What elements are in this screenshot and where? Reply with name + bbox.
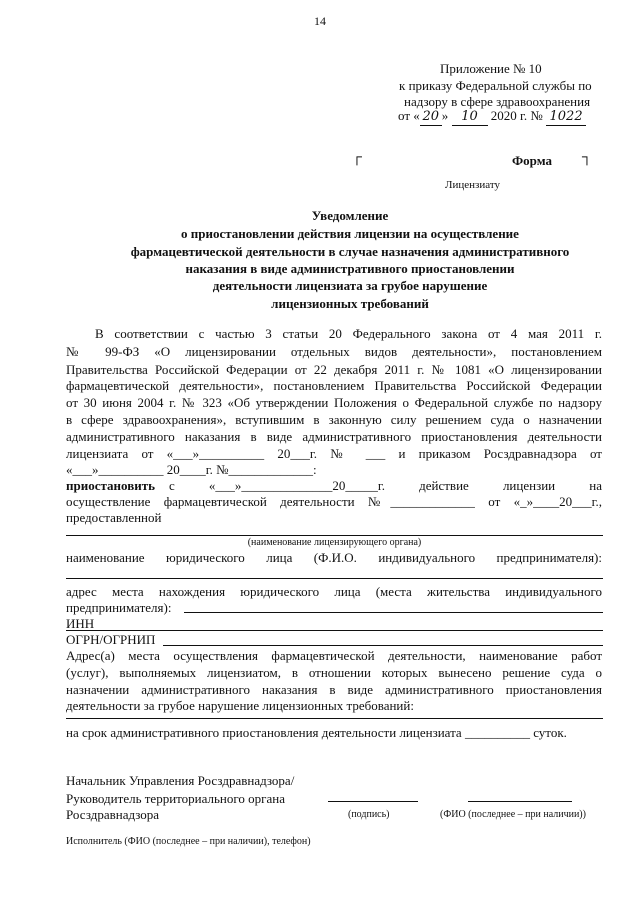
work-address-3: назначении административного наказания в виде административного приостановления (66, 682, 602, 697)
address-line (184, 612, 603, 613)
signatory-line-1: Начальник Управления Росздравнадзора/ (66, 773, 295, 788)
suspend-word: приостановить (66, 478, 155, 493)
ogrn-label: ОГРН/ОГРНИП (66, 632, 156, 647)
date-year: 2020 г. № (490, 108, 543, 123)
signatory-line-2: Руководитель территориального органа (66, 791, 285, 806)
body-line-10 (66, 477, 602, 494)
body-line-6: в сфере здравоохранения», вступившим в законную силу решением суда о назначении (66, 412, 602, 427)
title-line-2: о приостановлении действия лицензии на осуществление (181, 226, 519, 241)
form-bracket-right: ┐ (582, 150, 592, 165)
work-address-line (66, 718, 603, 719)
body-line-12: предоставленной (66, 510, 162, 525)
appendix-line-2: к приказу Федеральной службы по (399, 78, 592, 93)
date-prefix: от « (398, 108, 420, 123)
entity-name-line (66, 578, 603, 579)
fio-caption: (ФИО (последнее – при наличии)) (440, 809, 586, 820)
signatory-line-3: Росздравнадзора (66, 807, 160, 822)
title-line-3: фармацевтической деятельности в случае назначения административного (130, 244, 570, 259)
signature-caption: (подпись) (348, 809, 390, 820)
body-line-9: «___»__________ 20____г. №_____________: (66, 462, 317, 477)
title-line-6: лицензионных требований (271, 296, 429, 311)
date-day: 20 (420, 108, 442, 126)
date-mid: » (441, 108, 449, 123)
title-line-4: наказания в виде административного приостановлении (185, 261, 515, 276)
body-line-1: В соответствии с частью 3 статьи 20 Федерального закона от 4 мая 2011 г. (95, 326, 602, 341)
body-line-4: фармацевтической деятельности», постановлением Правительства Российской Федерации (66, 378, 602, 393)
work-address-4: деятельности за грубое нарушение лицензионных требований: (66, 698, 414, 713)
appendix-date-line (398, 107, 598, 126)
address-label-1: адрес места нахождения юридического лица (места жительства индивидуального (66, 584, 602, 599)
address-label-2: предпринимателя): (66, 600, 172, 615)
signature-line (328, 801, 418, 802)
title-line-5: деятельности лицензиата за грубое нарушение (212, 278, 488, 293)
ogrn-line (163, 645, 603, 646)
addressee: Лицензиату (445, 179, 500, 191)
body-line-8: лицензиата от «___»__________ 20___г. № ___ и приказом Росздравнадзора от (66, 446, 602, 461)
date-month: 10 (452, 108, 488, 126)
body-line-2: № 99-ФЗ «О лицензировании отдельных видов деятельности», постановлением (66, 344, 602, 359)
form-label: Форма (512, 153, 552, 168)
fio-line (468, 801, 572, 802)
executor-line: Исполнитель (ФИО (последнее – при наличии), телефон) (66, 836, 311, 847)
entity-name-label: наименование юридического лица (Ф.И.О. индивидуального предпринимателя): (66, 550, 602, 565)
page-number: 14 (314, 14, 326, 28)
appendix-line-3: надзору в сфере здравоохранения (404, 94, 591, 109)
title-line-1: Уведомление (311, 208, 389, 223)
body-line-7: административного наказания в виде административного приостановления деятельности (66, 429, 602, 444)
form-bracket-left: ┌ (352, 150, 362, 165)
order-number: 1022 (546, 108, 586, 126)
body-line-11: осуществление фармацевтической деятельности №_____________ от «_»____20___г., (66, 494, 602, 509)
term-line: на срок административного приостановления деятельности лицензиата __________ суток. (66, 725, 567, 740)
inn-label: ИНН (66, 616, 95, 631)
suspend-rest: с «___»______________20_____г. действие лицензии на (168, 478, 602, 493)
licensing-body-caption: (наименование лицензирующего органа) (247, 537, 422, 548)
appendix-line-1: Приложение № 10 (440, 61, 542, 76)
work-address-2: (услуг), выполняемых лицензиатом, в отношении которых вынесено решение суда о (66, 665, 602, 680)
body-line-3: Правительства Российской Федерации от 22 декабря 2011 г. № 1081 «О лицензировании (66, 362, 602, 377)
body-line-5: от 30 июня 2004 г. № 323 «Об утверждении Положения о Федеральной службе по надзору (66, 395, 602, 410)
work-address-1: Адрес(а) места осуществления фармацевтической деятельности, наименование работ (66, 648, 602, 663)
